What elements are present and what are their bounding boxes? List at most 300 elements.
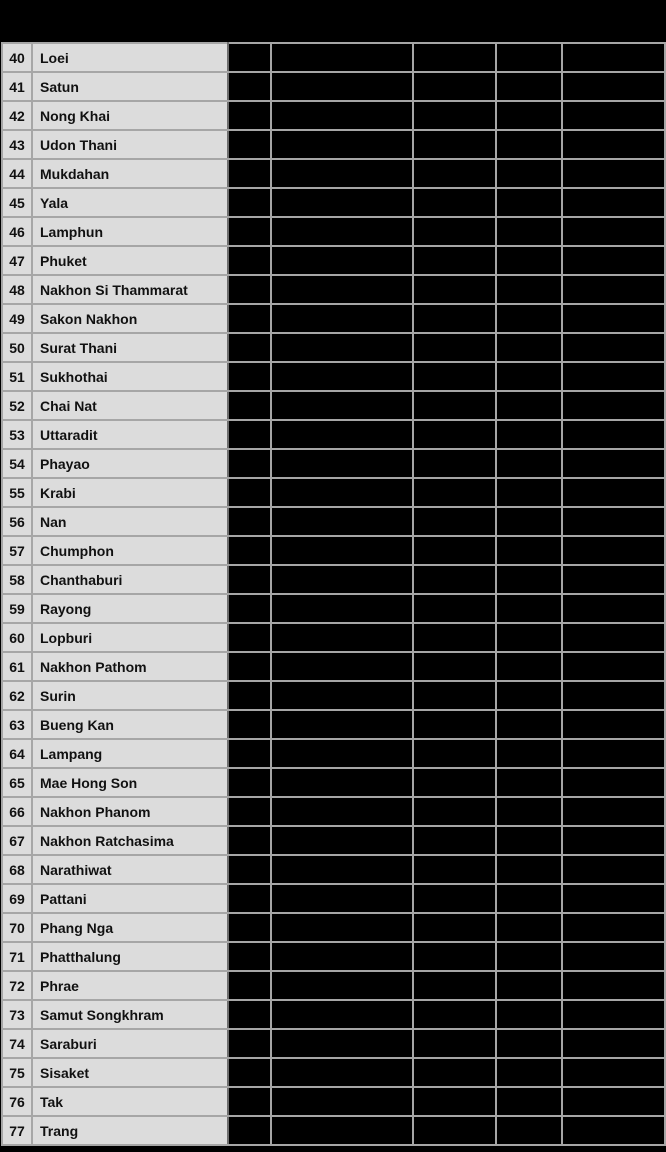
province-name: Chai Nat [32, 391, 228, 420]
row-number: 75 [2, 1058, 32, 1087]
data-cell [496, 971, 562, 1000]
data-cell [413, 942, 496, 971]
data-cell [496, 188, 562, 217]
data-cell [413, 159, 496, 188]
province-name: Nakhon Pathom [32, 652, 228, 681]
data-cell [228, 449, 271, 478]
table-row [2, 594, 665, 623]
data-cell [413, 884, 496, 913]
province-name: Samut Songkhram [32, 1000, 228, 1029]
province-name: Nan [32, 507, 228, 536]
data-cell [271, 681, 413, 710]
province-name: Lamphun [32, 217, 228, 246]
row-number: 63 [2, 710, 32, 739]
data-cell [271, 739, 413, 768]
data-cell [413, 855, 496, 884]
data-cell [562, 43, 665, 72]
province-name: Phrae [32, 971, 228, 1000]
data-cell [496, 768, 562, 797]
table-row [2, 681, 665, 710]
data-cell [562, 710, 665, 739]
data-cell [496, 246, 562, 275]
data-cell [228, 1029, 271, 1058]
data-cell [271, 507, 413, 536]
data-cell [562, 304, 665, 333]
province-name: Loei [32, 43, 228, 72]
data-cell [562, 1087, 665, 1116]
data-cell [228, 1058, 271, 1087]
data-cell [228, 478, 271, 507]
table-row [2, 1087, 665, 1116]
data-cell [562, 449, 665, 478]
data-cell [271, 275, 413, 304]
province-name: Sukhothai [32, 362, 228, 391]
data-cell [413, 768, 496, 797]
data-cell [496, 652, 562, 681]
data-cell [228, 217, 271, 246]
province-name: Phang Nga [32, 913, 228, 942]
province-name: Trang [32, 1116, 228, 1145]
table-row [2, 275, 665, 304]
data-cell [271, 333, 413, 362]
data-cell [271, 768, 413, 797]
data-cell [228, 304, 271, 333]
data-cell [562, 594, 665, 623]
data-cell [496, 710, 562, 739]
data-cell [271, 797, 413, 826]
row-number: 51 [2, 362, 32, 391]
data-cell [413, 1116, 496, 1145]
data-cell [496, 391, 562, 420]
table-row [2, 971, 665, 1000]
data-cell [271, 188, 413, 217]
data-cell [228, 43, 271, 72]
data-cell [562, 623, 665, 652]
data-cell [562, 942, 665, 971]
table-row [2, 188, 665, 217]
data-cell [496, 594, 562, 623]
row-number: 45 [2, 188, 32, 217]
table-row [2, 913, 665, 942]
data-cell [271, 1000, 413, 1029]
data-cell [562, 1029, 665, 1058]
data-cell [496, 72, 562, 101]
data-cell [413, 246, 496, 275]
table-row [2, 710, 665, 739]
table-row [2, 884, 665, 913]
data-cell [228, 681, 271, 710]
province-name: Uttaradit [32, 420, 228, 449]
province-name: Nakhon Si Thammarat [32, 275, 228, 304]
data-cell [271, 478, 413, 507]
province-name: Lampang [32, 739, 228, 768]
data-cell [271, 304, 413, 333]
table-row [2, 507, 665, 536]
data-cell [271, 971, 413, 1000]
province-name: Phatthalung [32, 942, 228, 971]
data-cell [413, 217, 496, 246]
data-cell [228, 1087, 271, 1116]
data-cell [271, 942, 413, 971]
data-cell [496, 1116, 562, 1145]
data-cell [228, 391, 271, 420]
data-cell [228, 420, 271, 449]
data-cell [413, 971, 496, 1000]
row-number: 66 [2, 797, 32, 826]
province-name: Udon Thani [32, 130, 228, 159]
data-cell [228, 594, 271, 623]
data-cell [562, 797, 665, 826]
data-cell [228, 826, 271, 855]
data-cell [562, 971, 665, 1000]
data-cell [271, 884, 413, 913]
data-cell [496, 884, 562, 913]
data-cell [271, 420, 413, 449]
data-cell [228, 739, 271, 768]
data-cell [562, 1116, 665, 1145]
data-cell [228, 536, 271, 565]
province-name: Lopburi [32, 623, 228, 652]
table-row [2, 739, 665, 768]
table-row [2, 43, 665, 72]
data-cell [228, 942, 271, 971]
table-row [2, 565, 665, 594]
data-cell [228, 130, 271, 159]
row-number: 50 [2, 333, 32, 362]
table-row [2, 217, 665, 246]
data-cell [496, 681, 562, 710]
row-number: 47 [2, 246, 32, 275]
row-number: 56 [2, 507, 32, 536]
data-cell [228, 1000, 271, 1029]
data-cell [413, 101, 496, 130]
data-cell [413, 565, 496, 594]
data-cell [271, 826, 413, 855]
data-cell [228, 333, 271, 362]
data-cell [413, 188, 496, 217]
province-name: Saraburi [32, 1029, 228, 1058]
data-cell [496, 101, 562, 130]
row-number: 60 [2, 623, 32, 652]
table-row [2, 623, 665, 652]
data-cell [228, 72, 271, 101]
table-row [2, 420, 665, 449]
data-cell [562, 826, 665, 855]
data-cell [228, 507, 271, 536]
province-name: Narathiwat [32, 855, 228, 884]
data-cell [413, 913, 496, 942]
row-number: 48 [2, 275, 32, 304]
data-cell [413, 420, 496, 449]
data-cell [562, 478, 665, 507]
data-cell [228, 101, 271, 130]
row-number: 54 [2, 449, 32, 478]
data-cell [496, 507, 562, 536]
top-band [0, 0, 666, 42]
row-number: 40 [2, 43, 32, 72]
table-row [2, 449, 665, 478]
data-cell [496, 942, 562, 971]
data-cell [228, 797, 271, 826]
data-cell [413, 333, 496, 362]
table-row [2, 478, 665, 507]
data-cell [562, 884, 665, 913]
province-name: Tak [32, 1087, 228, 1116]
data-cell [496, 1000, 562, 1029]
data-cell [413, 536, 496, 565]
table-row [2, 797, 665, 826]
data-cell [496, 797, 562, 826]
data-cell [496, 333, 562, 362]
data-cell [496, 1029, 562, 1058]
table-row [2, 942, 665, 971]
data-cell [562, 246, 665, 275]
data-cell [228, 884, 271, 913]
data-cell [228, 159, 271, 188]
row-number: 67 [2, 826, 32, 855]
data-cell [271, 246, 413, 275]
data-cell [562, 1000, 665, 1029]
row-number: 73 [2, 1000, 32, 1029]
data-cell [413, 391, 496, 420]
data-cell [496, 362, 562, 391]
data-cell [562, 275, 665, 304]
data-cell [228, 623, 271, 652]
data-cell [562, 72, 665, 101]
data-cell [562, 855, 665, 884]
row-number: 62 [2, 681, 32, 710]
data-cell [562, 159, 665, 188]
row-number: 49 [2, 304, 32, 333]
data-cell [562, 1058, 665, 1087]
data-cell [562, 101, 665, 130]
data-cell [413, 507, 496, 536]
data-cell [413, 797, 496, 826]
table-row [2, 304, 665, 333]
data-cell [496, 565, 562, 594]
data-cell [271, 1087, 413, 1116]
data-cell [413, 72, 496, 101]
data-cell [228, 710, 271, 739]
data-cell [228, 246, 271, 275]
province-name: Chanthaburi [32, 565, 228, 594]
data-cell [496, 159, 562, 188]
row-number: 44 [2, 159, 32, 188]
table-row [2, 130, 665, 159]
table-row [2, 362, 665, 391]
data-cell [562, 652, 665, 681]
table-row [2, 536, 665, 565]
province-name: Krabi [32, 478, 228, 507]
data-cell [496, 623, 562, 652]
data-cell [562, 536, 665, 565]
row-number: 74 [2, 1029, 32, 1058]
data-cell [271, 623, 413, 652]
data-cell [496, 913, 562, 942]
data-cell [496, 420, 562, 449]
province-name: Phayao [32, 449, 228, 478]
data-cell [496, 739, 562, 768]
row-number: 57 [2, 536, 32, 565]
table-row [2, 768, 665, 797]
table-row [2, 101, 665, 130]
row-number: 58 [2, 565, 32, 594]
table-row [2, 855, 665, 884]
table-row [2, 1116, 665, 1145]
province-name: Yala [32, 188, 228, 217]
data-cell [413, 623, 496, 652]
data-cell [562, 333, 665, 362]
data-cell [413, 826, 496, 855]
row-number: 71 [2, 942, 32, 971]
data-cell [413, 1029, 496, 1058]
data-cell [562, 188, 665, 217]
data-cell [271, 913, 413, 942]
row-number: 65 [2, 768, 32, 797]
data-cell [562, 130, 665, 159]
province-name: Chumphon [32, 536, 228, 565]
data-cell [271, 1058, 413, 1087]
data-cell [562, 362, 665, 391]
data-cell [562, 391, 665, 420]
data-cell [413, 1058, 496, 1087]
row-number: 72 [2, 971, 32, 1000]
data-cell [413, 362, 496, 391]
data-cell [228, 362, 271, 391]
data-cell [562, 217, 665, 246]
table-row [2, 391, 665, 420]
row-number: 64 [2, 739, 32, 768]
data-cell [413, 681, 496, 710]
data-cell [562, 507, 665, 536]
data-cell [413, 304, 496, 333]
province-name: Surin [32, 681, 228, 710]
province-name: Mukdahan [32, 159, 228, 188]
data-cell [496, 304, 562, 333]
data-cell [228, 971, 271, 1000]
data-cell [413, 478, 496, 507]
data-cell [271, 159, 413, 188]
data-cell [271, 1029, 413, 1058]
data-cell [271, 536, 413, 565]
data-cell [271, 43, 413, 72]
data-cell [271, 391, 413, 420]
row-number: 70 [2, 913, 32, 942]
province-name: Sisaket [32, 1058, 228, 1087]
data-cell [228, 1116, 271, 1145]
province-name: Surat Thani [32, 333, 228, 362]
data-cell [562, 768, 665, 797]
province-name: Phuket [32, 246, 228, 275]
data-cell [496, 449, 562, 478]
table-row [2, 1029, 665, 1058]
data-cell [271, 594, 413, 623]
table-row [2, 72, 665, 101]
table-row [2, 1000, 665, 1029]
province-name: Satun [32, 72, 228, 101]
province-name: Nong Khai [32, 101, 228, 130]
data-cell [413, 1087, 496, 1116]
data-cell [228, 275, 271, 304]
row-number: 55 [2, 478, 32, 507]
row-number: 52 [2, 391, 32, 420]
province-table [1, 42, 666, 1146]
province-name: Rayong [32, 594, 228, 623]
data-cell [496, 478, 562, 507]
table-row [2, 333, 665, 362]
row-number: 61 [2, 652, 32, 681]
row-number: 76 [2, 1087, 32, 1116]
row-number: 77 [2, 1116, 32, 1145]
data-cell [413, 449, 496, 478]
data-cell [496, 275, 562, 304]
data-cell [413, 130, 496, 159]
table-row [2, 826, 665, 855]
row-number: 53 [2, 420, 32, 449]
data-cell [271, 710, 413, 739]
data-cell [271, 101, 413, 130]
data-cell [562, 565, 665, 594]
data-cell [228, 565, 271, 594]
table-row [2, 1058, 665, 1087]
data-cell [496, 855, 562, 884]
data-cell [271, 362, 413, 391]
data-cell [496, 43, 562, 72]
data-cell [271, 130, 413, 159]
data-cell [496, 1058, 562, 1087]
data-cell [413, 739, 496, 768]
table-row [2, 246, 665, 275]
table-row [2, 652, 665, 681]
data-cell [413, 275, 496, 304]
row-number: 59 [2, 594, 32, 623]
data-cell [496, 130, 562, 159]
row-number: 68 [2, 855, 32, 884]
data-cell [228, 913, 271, 942]
row-number: 43 [2, 130, 32, 159]
data-cell [271, 652, 413, 681]
province-name: Sakon Nakhon [32, 304, 228, 333]
data-cell [413, 710, 496, 739]
data-cell [271, 72, 413, 101]
row-number: 46 [2, 217, 32, 246]
row-number: 42 [2, 101, 32, 130]
data-cell [496, 217, 562, 246]
data-cell [562, 913, 665, 942]
data-cell [271, 449, 413, 478]
data-cell [228, 188, 271, 217]
row-number: 41 [2, 72, 32, 101]
table-row [2, 159, 665, 188]
data-cell [496, 1087, 562, 1116]
data-cell [228, 652, 271, 681]
data-cell [271, 855, 413, 884]
data-cell [413, 594, 496, 623]
data-cell [413, 1000, 496, 1029]
data-cell [271, 1116, 413, 1145]
data-cell [562, 681, 665, 710]
data-cell [228, 768, 271, 797]
data-cell [413, 43, 496, 72]
data-cell [496, 536, 562, 565]
data-cell [562, 739, 665, 768]
data-cell [496, 826, 562, 855]
province-name: Bueng Kan [32, 710, 228, 739]
data-cell [271, 217, 413, 246]
data-cell [271, 565, 413, 594]
province-name: Mae Hong Son [32, 768, 228, 797]
province-name: Pattani [32, 884, 228, 913]
